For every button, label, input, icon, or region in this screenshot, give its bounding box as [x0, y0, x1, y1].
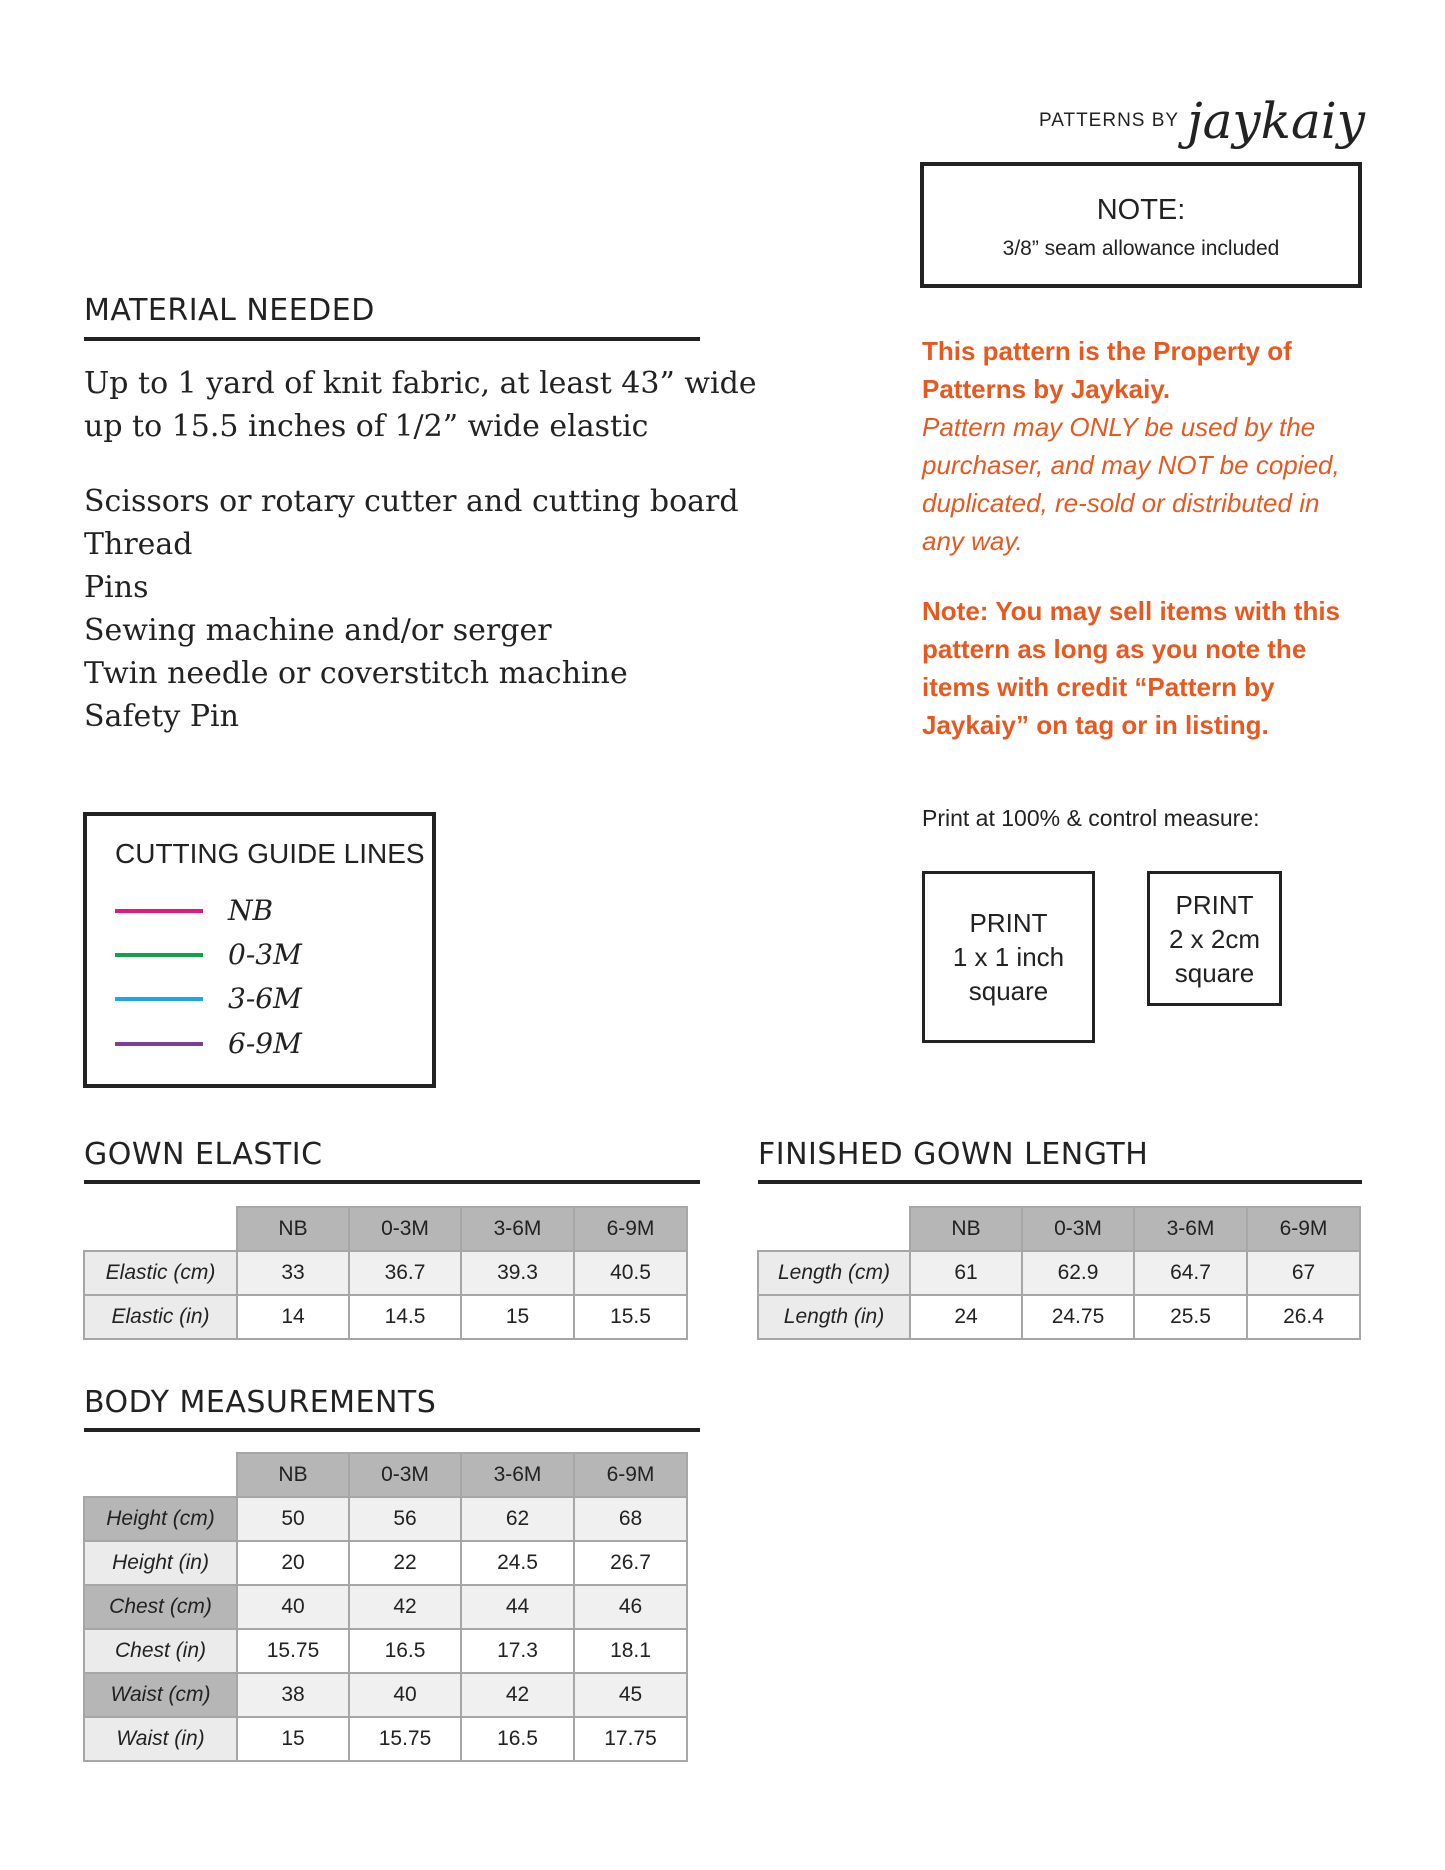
property-italic-line: duplicated, re-sold or distributed in: [922, 488, 1320, 518]
table-row: [84, 1673, 687, 1717]
row-header: Elastic (cm): [84, 1251, 237, 1295]
table-cell: 15.75: [237, 1629, 349, 1673]
property-notice: [922, 332, 1340, 560]
guide-line-nb: [115, 894, 273, 927]
table-row: [84, 1541, 687, 1585]
table-row: [758, 1295, 1360, 1339]
print-instruction: Print at 100% & control measure:: [922, 805, 1260, 831]
table-cell: 26.4: [1247, 1295, 1360, 1339]
table-cell: 67: [1247, 1251, 1360, 1295]
column-header: 0-3M: [1022, 1207, 1134, 1251]
table-row: [84, 1717, 687, 1761]
cutting-guide-title: CUTTING GUIDE LINES: [115, 838, 425, 869]
material-title: MATERIAL NEEDED: [84, 293, 375, 328]
table-cell: 42: [461, 1673, 574, 1717]
row-header: Height (in): [84, 1541, 237, 1585]
guide-line-swatch: [115, 997, 203, 1001]
gown-elastic-rule: [84, 1180, 700, 1184]
column-header: NB: [237, 1453, 349, 1497]
cm-box-line: square: [1174, 957, 1255, 988]
table-cell: 45: [574, 1673, 687, 1717]
material-item: Thread: [84, 527, 193, 562]
material-item: Sewing machine and/or serger: [84, 613, 552, 648]
table-header-row: [84, 1207, 687, 1251]
body-measurements-table: [83, 1452, 688, 1762]
finished-length-table: [757, 1206, 1361, 1340]
guide-line-label: 6-9M: [228, 1027, 302, 1060]
guide-line-swatch: [115, 909, 203, 913]
property-bold-line: This pattern is the Property of: [922, 336, 1292, 366]
table-row: [758, 1251, 1360, 1295]
column-header: NB: [910, 1207, 1022, 1251]
table-cell: 56: [349, 1497, 461, 1541]
column-header: 6-9M: [574, 1207, 687, 1251]
material-list-2: [84, 480, 739, 738]
table-cell: 15: [461, 1295, 574, 1339]
cutting-guide-box: [83, 812, 436, 1088]
finished-length-rule: [758, 1180, 1362, 1184]
table-cell: 20: [237, 1541, 349, 1585]
inch-box-line: 1 x 1 inch: [952, 942, 1065, 972]
property-italic-line: any way.: [922, 526, 1023, 556]
table-cell: 68: [574, 1497, 687, 1541]
guide-line-swatch: [115, 953, 203, 957]
body-measurements-title: BODY MEASUREMENTS: [84, 1385, 437, 1420]
row-header: Height (cm): [84, 1497, 237, 1541]
resale-note: [922, 592, 1340, 744]
resale-note-line: items with credit “Pattern by: [922, 672, 1275, 702]
table-cell: 26.7: [574, 1541, 687, 1585]
row-header: Chest (in): [84, 1629, 237, 1673]
table-cell: 39.3: [461, 1251, 574, 1295]
column-header: 3-6M: [461, 1207, 574, 1251]
table-cell: 24.75: [1022, 1295, 1134, 1339]
note-text: 3/8” seam allowance included: [1002, 237, 1280, 260]
row-header: Waist (in): [84, 1717, 237, 1761]
row-header: Elastic (in): [84, 1295, 237, 1339]
table-cell: 15: [237, 1717, 349, 1761]
table-cell: 62: [461, 1497, 574, 1541]
table-cell: 62.9: [1022, 1251, 1134, 1295]
cm-square-box: [1147, 871, 1282, 1006]
table-row: [84, 1295, 687, 1339]
inch-box-line: PRINT: [969, 908, 1048, 938]
table-row: [84, 1497, 687, 1541]
table-cell: 42: [349, 1585, 461, 1629]
table-corner: [84, 1207, 237, 1251]
material-rule: [84, 337, 700, 341]
table-cell: 18.1: [574, 1629, 687, 1673]
gown-elastic-title: GOWN ELASTIC: [84, 1137, 323, 1172]
table-cell: 14: [237, 1295, 349, 1339]
material-item: Pins: [84, 570, 149, 605]
table-row: [84, 1251, 687, 1295]
resale-note-line: Note: You may sell items with this: [922, 596, 1341, 626]
guide-line-label: 0-3M: [228, 938, 302, 971]
gown-elastic-table: [83, 1206, 688, 1340]
property-italic-line: purchaser, and may NOT be copied,: [922, 450, 1340, 480]
table-cell: 24: [910, 1295, 1022, 1339]
table-cell: 14.5: [349, 1295, 461, 1339]
property-bold-line: Patterns by Jaykaiy.: [922, 374, 1171, 404]
brand-script-logo: jaykaiy: [1187, 92, 1365, 150]
column-header: 0-3M: [349, 1207, 461, 1251]
table-cell: 50: [237, 1497, 349, 1541]
guide-line-label: 3-6M: [228, 982, 302, 1015]
body-measurements-rule: [84, 1428, 700, 1432]
material-item: Twin needle or coverstitch machine: [84, 656, 628, 691]
table-cell: 40.5: [574, 1251, 687, 1295]
material-item: Scissors or rotary cutter and cutting board: [84, 484, 739, 519]
table-cell: 40: [349, 1673, 461, 1717]
column-header: 6-9M: [1247, 1207, 1360, 1251]
resale-note-line: Jaykaiy” on tag or in listing.: [922, 710, 1269, 740]
resale-note-line: pattern as long as you note the: [922, 634, 1307, 664]
table-cell: 38: [237, 1673, 349, 1717]
note-title: NOTE:: [1096, 194, 1186, 226]
table-cell: 25.5: [1134, 1295, 1247, 1339]
finished-length-title: FINISHED GOWN LENGTH: [758, 1137, 1149, 1172]
row-header: Length (in): [758, 1295, 910, 1339]
brand-prefix: PATTERNS BY: [1038, 110, 1180, 131]
table-row: [84, 1585, 687, 1629]
table-cell: 44: [461, 1585, 574, 1629]
guide-line-label: NB: [228, 894, 274, 927]
row-header: Chest (cm): [84, 1585, 237, 1629]
table-cell: 17.75: [574, 1717, 687, 1761]
row-header: Length (cm): [758, 1251, 910, 1295]
table-header-row: [758, 1207, 1360, 1251]
material-item: up to 15.5 inches of 1/2” wide elastic: [84, 409, 649, 444]
column-header: 3-6M: [461, 1453, 574, 1497]
table-cell: 17.3: [461, 1629, 574, 1673]
material-item: Safety Pin: [84, 699, 239, 734]
column-header: 0-3M: [349, 1453, 461, 1497]
guide-line-6-9m: [115, 1027, 302, 1060]
table-cell: 15.5: [574, 1295, 687, 1339]
table-row: [84, 1629, 687, 1673]
table-cell: 24.5: [461, 1541, 574, 1585]
row-header: Waist (cm): [84, 1673, 237, 1717]
table-cell: 16.5: [349, 1629, 461, 1673]
inch-square-box: [922, 871, 1095, 1043]
table-cell: 64.7: [1134, 1251, 1247, 1295]
note-box: [920, 162, 1362, 288]
table-cell: 46: [574, 1585, 687, 1629]
table-cell: 22: [349, 1541, 461, 1585]
material-list-1: [84, 362, 757, 448]
table-cell: 36.7: [349, 1251, 461, 1295]
table-corner: [84, 1453, 237, 1497]
table-cell: 33: [237, 1251, 349, 1295]
table-cell: 16.5: [461, 1717, 574, 1761]
brand-logo: [1038, 92, 1365, 150]
guide-line-0-3m: [115, 938, 302, 971]
property-italic-line: Pattern may ONLY be used by the: [922, 412, 1316, 442]
column-header: 6-9M: [574, 1453, 687, 1497]
column-header: 3-6M: [1134, 1207, 1247, 1251]
guide-line-3-6m: [115, 982, 302, 1015]
guide-line-swatch: [115, 1042, 203, 1046]
cm-box-line: PRINT: [1175, 889, 1254, 920]
cm-box-line: 2 x 2cm: [1168, 923, 1261, 954]
table-header-row: [84, 1453, 687, 1497]
column-header: NB: [237, 1207, 349, 1251]
table-cell: 15.75: [349, 1717, 461, 1761]
material-item: Up to 1 yard of knit fabric, at least 43” wide: [84, 366, 757, 401]
table-corner: [758, 1207, 910, 1251]
inch-box-line: square: [968, 976, 1049, 1006]
table-cell: 61: [910, 1251, 1022, 1295]
table-cell: 40: [237, 1585, 349, 1629]
